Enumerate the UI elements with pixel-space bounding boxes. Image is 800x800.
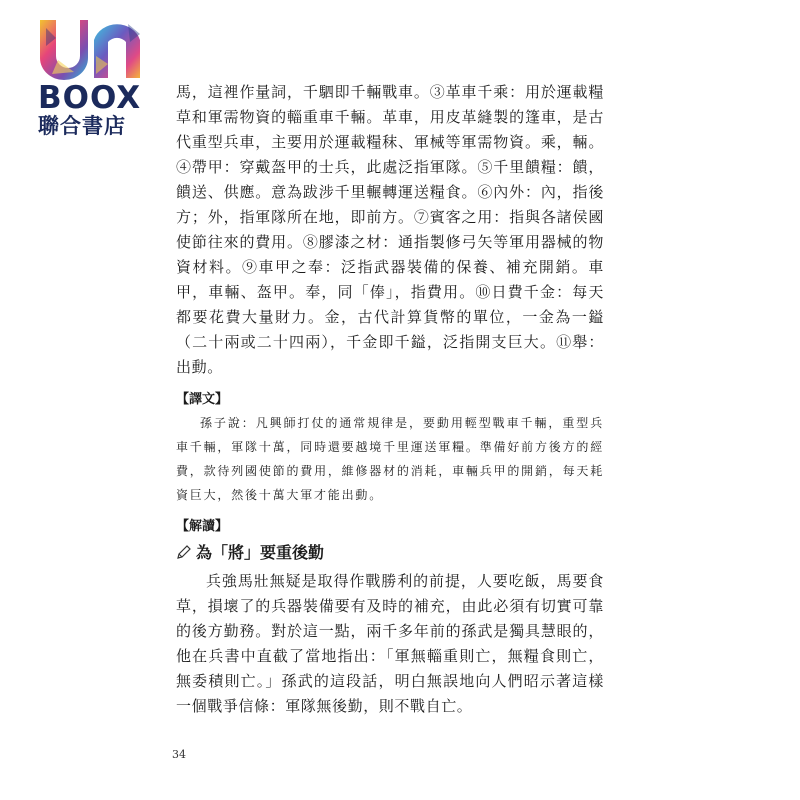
- commentary-subheading: [176, 540, 604, 563]
- page-content: [176, 80, 604, 719]
- translation-paragraph: 孫子說：凡興師打仗的通常規律是，要動用輕型戰車千輛，重型兵車千輛，軍隊十萬，同時還要越境千里運送軍糧。準備好前方後方的經費，款待列國使節的費用，維修器材的消耗，車輛兵甲的開銷，每天耗資巨大，然後十萬大軍才能出動。: [176, 416, 604, 502]
- publisher-logo: [38, 16, 142, 138]
- commentary-heading: 【解讀】: [176, 519, 229, 534]
- un-logo-graphic: [38, 16, 142, 80]
- subheading-text: 為「將」要重後勤: [196, 543, 325, 562]
- commentary-paragraph: 兵強馬壯無疑是取得作戰勝利的前提，人要吃飯，馬要食草，損壞了的兵器裝備要有及時的補充，由此必須有切實可靠的後方勤務。對於這一點，兩千多年前的孫武是獨具慧眼的，他在兵書中直截了當地指出：「軍無輜重則亡，無糧食則亡，無委積則亡。」孫武的這段話，明白無誤地向人們昭示著這樣一個戰爭信條：軍隊無後勤，則不戰自亡。: [176, 572, 604, 715]
- logo-chinese-name: 聯合書店: [38, 114, 126, 138]
- logo-brand-text: BOOX: [38, 80, 142, 116]
- notes-paragraph: 馬，這裡作量詞，千駟即千輛戰車。③革車千乘：用於運載糧草和軍需物資的輜重車千輛。革車，用皮革縫製的篷車，是古代重型兵車，主要用於運載糧秣、軍械等軍需物資。乘，輛。④帶甲：穿戴盔甲的士兵，此處泛指軍隊。⑤千里饋糧：饋，饋送、供應。意為跋涉千里輾轉運送糧食。⑥內外：內，指後方；外，指軍隊所在地，即前方。⑦賓客之用：指與各諸侯國使節往來的費用。⑧膠漆之材：通指製修弓矢等軍用器械的物資材料。⑨車甲之奉：泛指武器裝備的保養、補充開銷。車甲，車輛、盔甲。奉，同「俸」，指費用。⑩日費千金：每天都要花費大量財力。金，古代計算貨幣的單位，一金為一鎰（二十兩或二十四兩），千金即千鎰，泛指開支巨大。⑪舉：出動。: [176, 83, 604, 376]
- pencil-icon: [176, 544, 192, 560]
- page-number: 34: [172, 748, 186, 761]
- translation-heading: 【譯文】: [176, 392, 229, 407]
